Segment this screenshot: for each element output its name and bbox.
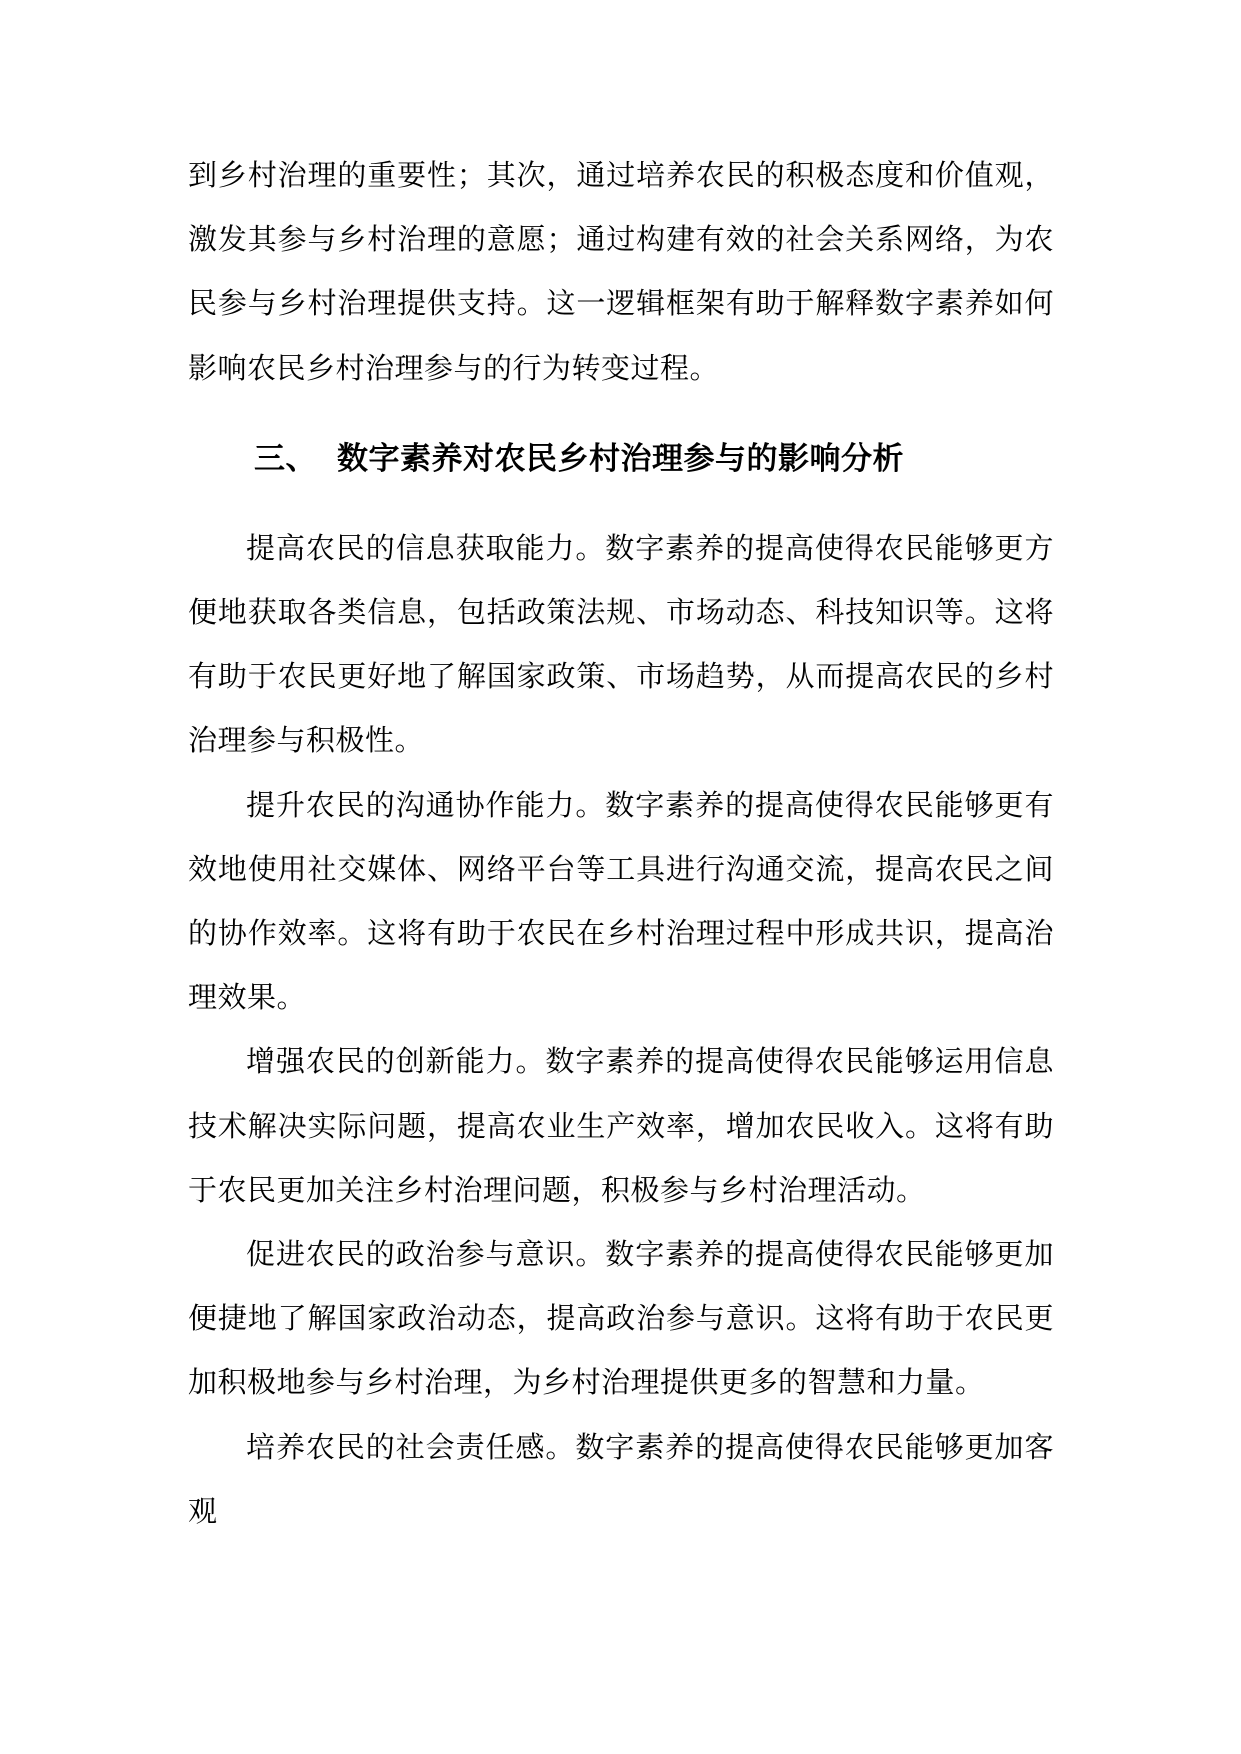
section-title: 数字素养对农民乡村治理参与的影响分析 [337,440,904,477]
section-number: 三、 [254,440,317,477]
paragraph-innovation: 增强农民的创新能力。数字素养的提高使得农民能够运用信息技术解决实际问题，提高农业生产效率，增加农民收入。这将有助于农民更加关注乡村治理问题，积极参与乡村治理活动。 [188,1044,1054,1207]
document-page [188,143,1054,1543]
paragraph-information-access: 提高农民的信息获取能力。数字素养的提高使得农民能够更方便地获取各类信息，包括政策法规、市场动态、科技知识等。这将有助于农民更好地了解国家政策、市场趋势，从而提高农民的乡村治理参与积极性。 [188,530,1054,758]
section-heading [188,433,1054,485]
paragraph-social-responsibility: 培养农民的社会责任感。数字素养的提高使得农民能够更加客观 [188,1429,1054,1528]
continued-paragraph: 到乡村治理的重要性；其次，通过培养农民的积极态度和价值观，激发其参与乡村治理的意愿；通过构建有效的社会关系网络，为农民参与乡村治理提供支持。这一逻辑框架有助于解释数字素养如何影响农民乡村治理参与的行为转变过程。 [188,158,1054,385]
paragraph-communication: 提升农民的沟通协作能力。数字素养的提高使得农民能够更有效地使用社交媒体、网络平台等工具进行沟通交流，提高农民之间的协作效率。这将有助于农民在乡村治理过程中形成共识，提高治理效果。 [188,787,1054,1015]
paragraph-political-participation: 促进农民的政治参与意识。数字素养的提高使得农民能够更加便捷地了解国家政治动态，提高政治参与意识。这将有助于农民更加积极地参与乡村治理，为乡村治理提供更多的智慧和力量。 [188,1237,1054,1400]
